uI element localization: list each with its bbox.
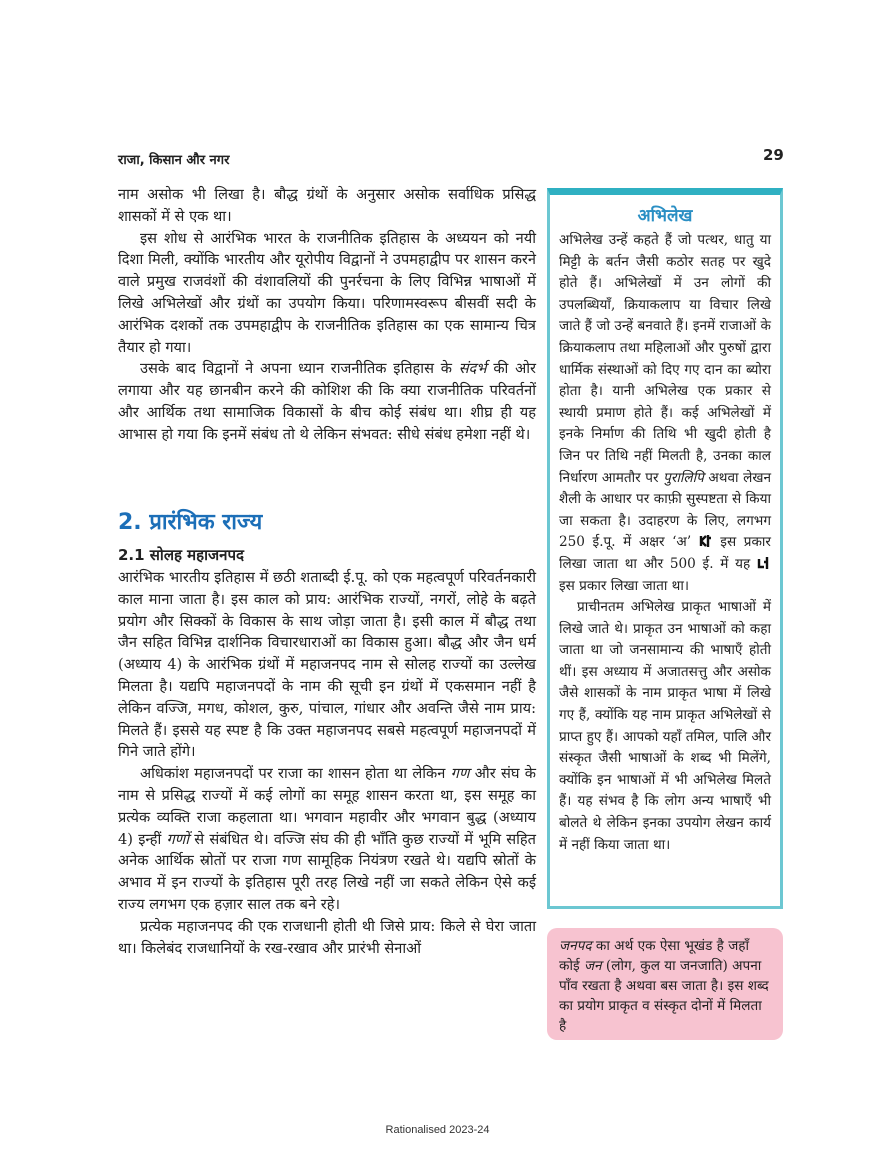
main-text-block-1 (118, 184, 536, 446)
text-segment: की ओर लगाया और यह छानबीन करने की कोशिश की कि क्या राजनीतिक परिवर्तनों और आर्थिक तथा सामाजिक विकासों के बीच कोई संबंध था। शीघ्र ही यह आभास हो गया कि इनमें संबंध तो थे लेकिन संभवत: सीधे संबंध हमेशा नहीं थे। (118, 360, 536, 443)
inscriptions-sidebar-box (547, 188, 783, 909)
paragraph (118, 184, 536, 228)
paragraph (118, 567, 536, 763)
text-segment: इस प्रकार लिखा जाता था और 500 ई. में यह (559, 534, 771, 572)
text-segment: और संघ के नाम से प्रसिद्ध राज्यों में कई लोगों का समूह शासन करता था, इस समूह का प्रत्येक व्यक्ति राजा कहलाता था। भगवान महावीर और भगवान बुद्ध (अध्याय 4) इन्हीं (118, 765, 537, 848)
text-segment: आरंभिक भारतीय इतिहास में छठी शताब्दी ई.पू. को एक महत्वपूर्ण परिवर्तनकारी काल माना जाता है। इस काल को प्राय: आरंभिक राज्यों, नगरों, लोहे के बढ़ते प्रयोग और सिक्कों के विकास के साथ जोड़ा जाता है। इसी काल में बौद्ध तथा जैन सहित विभिन्न दार्शनिक विचारधाराओं का विकास हुआ। बौद्ध और जैन धर्म (अध्याय 4) के आरंभिक ग्रंथों में महाजनपद नाम से सोलह राज्यों का उल्लेख मिलता है। यद्यपि महाजनपदों के नाम की सूची इन ग्रंथों में एकसमान नहीं है लेकिन वज्जि, मगध, कोशल, कुरु, पांचाल, गांधार और अवन्ति जैसे नाम प्राय: मिलते हैं। इससे यह स्पष्ट है कि उक्त महाजनपद सबसे महत्वपूर्ण महाजनपदों में गिने जाते होंगे। (118, 569, 536, 761)
text-segment: उसके बाद विद्वानों ने अपना ध्यान राजनीतिक इतिहास के (140, 360, 459, 378)
italic-term: गणों (166, 830, 190, 848)
paragraph (118, 916, 536, 960)
janapada-note (547, 928, 783, 1040)
section-heading: 2. प्रारंभिक राज्य (118, 510, 263, 535)
text-segment: अधिकांश महाजनपदों पर राजा का शासन होता था लेकिन (140, 765, 451, 783)
text-segment: से संबंधित थे। वज्जि संघ की ही भाँति कुछ राज्यों में भूमि सहित अनेक आर्थिक स्रोतों पर राजा गण सामूहिक नियंत्रण रखते थे। यद्यपि स्रोतों के अभाव में इन राज्यों के इतिहास पूरी तरह लिखे नहीं जा सकते लेकिन ऐसे कई राज्य लगभग एक हज़ार साल तक बने रहे। (118, 830, 536, 913)
subsection-heading: 2.1 सोलह महाजनपद (118, 546, 244, 564)
italic-term: गण (450, 765, 470, 783)
footer-text: Rationalised 2023-24 (385, 1124, 490, 1136)
text-segment: (लोग, कुल या जनजाति) अपना पाँव रखता है अथवा बस जाता है। इस शब्द का प्रयोग प्राकृत व संस्कृत दोनों में मिलता है (559, 958, 769, 1034)
italic-term: संदर्भ (458, 360, 487, 378)
paragraph (118, 358, 536, 445)
text-segment: नाम असोक भी लिखा है। बौद्ध ग्रंथों के अनुसार असोक सर्वाधिक प्रसिद्ध शासकों में से एक था। (118, 186, 536, 225)
sidebar-paragraph-1 (559, 230, 771, 597)
text-segment: प्रत्येक महाजनपद की एक राजधानी होती थी जिसे प्राय: किले से घेरा जाता था। किलेबंद राजधानियों के रख-रखाव और प्रारंभी सेनाओं (118, 917, 536, 957)
brahmi-a-early-icon (699, 534, 713, 548)
page-number: 29 (763, 146, 784, 164)
sidebar-title: अभिलेख (637, 206, 693, 226)
text-segment: अथवा लेखन शैली के आधार पर काफ़ी सुस्पष्टता से किया जा सकता है। उदाहरण के लिए, लगभग 250 ई.पू. में अक्षर ‘अ’ (559, 469, 771, 551)
text-segment: इस प्रकार लिखा जाता था। (559, 577, 690, 594)
running-title: राजा, किसान और नगर (118, 153, 230, 168)
text-segment: इस शोध से आरंभिक भारत के राजनीतिक इतिहास के अध्ययन को नयी दिशा मिली, क्योंकि भारतीय और यूरोपीय विद्वानों ने उपमहाद्वीप पर शासन करने वाले प्रमुख राजवंशों की वंशावलियों की पुनर्रचना के लिए विभिन्न भाषाओं में लिखे अभिलेखों और ग्रंथों का उपयोग किया। परिणामस्वरूप बीसवीं सदी के आरंभिक दशकों तक उपमहाद्वीप के राजनीतिक इतिहास का एक सामान्य चित्र तैयार हो गया। (118, 229, 536, 356)
sidebar-paragraph-2: प्राचीनतम अभिलेख प्राकृत भाषाओं में लिखे जाते थे। प्राकृत उन भाषाओं को कहा जाता था जो जनसामान्य की भाषाएँ होती थीं। इस अध्याय में अजातसत्तु और असोक जैसे शासकों के नाम प्राकृत भाषा में लिखे गए हैं, क्योंकि यह नाम प्राकृत अभिलेखों से प्राप्त हुए हैं। आपको यहाँ तमिल, पालि और संस्कृत जैसी भाषाओं के शब्द भी मिलेंगे, क्योंकि इन भाषाओं में भी अभिलेख मिलते हैं। यह संभव है कि लोग अन्य भाषाएँ भी बोलते थे लेकिन इनका उपयोग लेखन कार्य में नहीं किया जाता था। (559, 599, 771, 853)
italic-term: पुरालिपि (663, 469, 704, 486)
text-segment: का अर्थ एक ऐसा भूखंड है जहाँ कोई (559, 938, 750, 974)
main-text-block-2 (118, 567, 536, 959)
text-segment: अभिलेख उन्हें कहते हैं जो पत्थर, धातु या मिट्टी के बर्तन जैसी कठोर सतह पर खुदे होते हैं। अभिलेखों में उन लोगों की उपलब्धियाँ, क्रियाकलाप या विचार लिखे जाते हैं जो उन्हें बनवाते हैं। इनमें राजाओं के क्रियाकलाप तथा महिलाओं और पुरुषों द्वारा धार्मिक संस्थाओं को दिए गए दान का ब्योरा होता है। यानी अभिलेख एक प्रकार से स्थायी प्रमाण होते हैं। कई अभिलेखों में इनके निर्माण की तिथि भी खुदी होती है जिन पर तिथि नहीं मिलती है, उनका काल निर्धारण आमतौर पर (559, 232, 771, 486)
italic-term: जन (583, 958, 602, 974)
italic-term: जनपद (559, 938, 592, 954)
paragraph (118, 228, 536, 359)
brahmi-a-later-icon (757, 556, 771, 570)
paragraph (118, 763, 536, 916)
